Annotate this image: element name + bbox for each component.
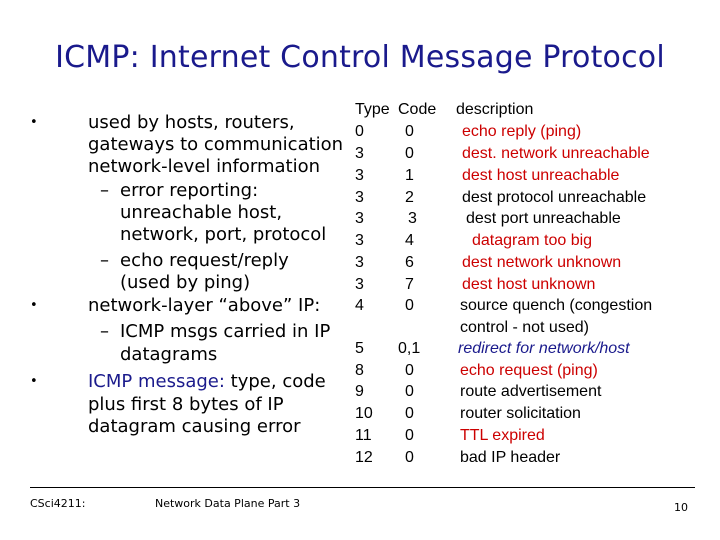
cell-code: 2 — [405, 189, 414, 206]
bullet-text: used by hosts, routers, — [88, 112, 295, 133]
cell-code: 0 — [405, 449, 414, 466]
bullet-text: plus first 8 bytes of IP — [88, 394, 284, 415]
cell-type: 9 — [355, 383, 364, 400]
cell-type: 0 — [355, 123, 364, 140]
bullet-text: type, code — [224, 371, 326, 392]
bullet-text: unreachable host, — [120, 202, 283, 223]
cell-description: echo reply (ping) — [462, 123, 582, 140]
cell-code: 0 — [405, 145, 414, 162]
footer-divider — [30, 487, 695, 488]
cell-code: 0,1 — [398, 340, 421, 357]
cell-type: 11 — [355, 427, 372, 444]
cell-type: 3 — [355, 254, 364, 271]
footer-topic: Network Data Plane Part 3 — [155, 497, 301, 510]
cell-description: route advertisement — [460, 383, 602, 400]
cell-description: dest network unknown — [462, 254, 622, 271]
cell-description-continued: control - not used) — [460, 319, 589, 336]
cell-description: dest protocol unreachable — [462, 189, 647, 206]
bullet-text: (used by ping) — [120, 272, 251, 293]
cell-code: 0 — [405, 383, 414, 400]
footer-course: CSci4211: — [30, 497, 86, 510]
bullet-text-line — [88, 373, 326, 391]
subbullet-marker: – — [100, 180, 109, 201]
cell-type: 3 — [355, 232, 364, 249]
bullet-text: network-level information — [88, 156, 321, 177]
cell-description: datagram too big — [472, 232, 593, 249]
column-header-type: Type — [355, 101, 390, 118]
cell-description: redirect for network/host — [458, 340, 630, 357]
column-header-description: description — [456, 101, 534, 118]
cell-code: 6 — [405, 254, 414, 271]
bullet-marker: • — [30, 374, 38, 389]
cell-description: bad IP header — [460, 449, 561, 466]
bullet-text: network, port, protocol — [120, 224, 327, 245]
bullet-text: gateways to communication — [88, 134, 344, 155]
cell-type: 3 — [355, 145, 364, 162]
cell-type: 3 — [355, 276, 364, 293]
bullet-marker: • — [30, 115, 38, 130]
bullet-text: datagram causing error — [88, 416, 301, 437]
column-header-code: Code — [398, 101, 437, 118]
cell-type: 12 — [355, 449, 373, 466]
cell-type: 3 — [355, 210, 364, 227]
cell-code: 4 — [405, 232, 414, 249]
subbullet-marker: – — [100, 250, 109, 271]
cell-code: 0 — [405, 427, 414, 444]
bullet-text: datagrams — [120, 344, 218, 365]
cell-type: 4 — [355, 297, 364, 314]
cell-description: router solicitation — [460, 405, 581, 422]
cell-description: TTL expired — [460, 427, 545, 444]
slide-title: ICMP: Internet Control Message Protocol — [55, 40, 665, 75]
cell-description: echo request (ping) — [460, 362, 598, 379]
cell-code: 3 — [408, 210, 417, 227]
cell-type: 5 — [355, 340, 364, 357]
cell-description: dest host unreachable — [462, 167, 620, 184]
cell-code: 1 — [405, 167, 414, 184]
icmp-message-label: ICMP message: — [88, 371, 225, 392]
bullet-text: echo request/reply — [120, 250, 289, 271]
cell-type: 3 — [355, 167, 364, 184]
bullet-text: error reporting: — [120, 180, 259, 201]
cell-code: 0 — [405, 297, 414, 314]
cell-description: dest. network unreachable — [462, 145, 650, 162]
bullet-text: network-layer “above” IP: — [88, 295, 321, 316]
cell-type: 10 — [355, 405, 373, 422]
cell-description: dest host unknown — [462, 276, 596, 293]
bullet-marker: • — [30, 298, 38, 313]
cell-description: source quench (congestion — [460, 297, 653, 314]
cell-code: 7 — [405, 276, 414, 293]
cell-code: 0 — [405, 123, 414, 140]
cell-type: 8 — [355, 362, 364, 379]
cell-description: dest port unreachable — [466, 210, 621, 227]
cell-code: 0 — [405, 362, 414, 379]
cell-code: 0 — [405, 405, 414, 422]
bullet-text: ICMP msgs carried in IP — [120, 321, 331, 342]
cell-type: 3 — [355, 189, 364, 206]
page-number: 10 — [674, 501, 688, 514]
subbullet-marker: – — [100, 321, 109, 342]
